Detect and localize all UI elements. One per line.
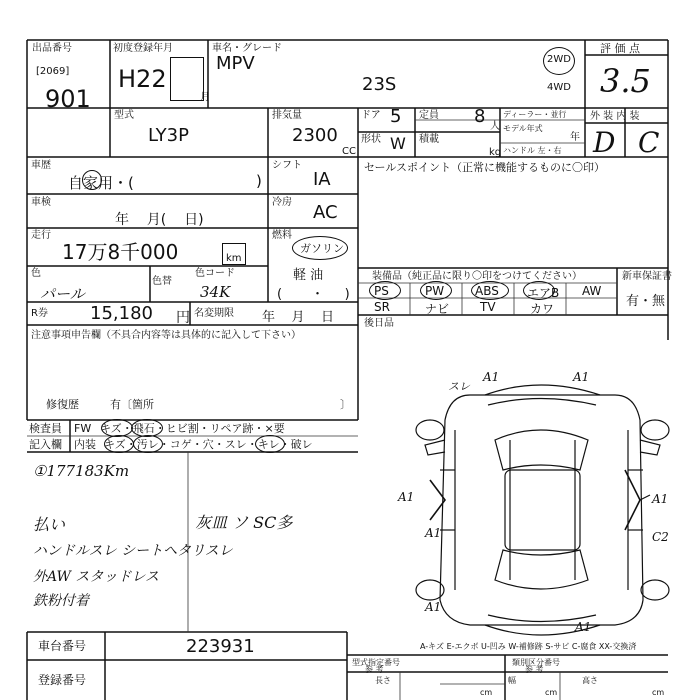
fw-items: キズ・飛石・ヒビ割・リペア跡・×要 bbox=[100, 422, 285, 435]
inspection-text: 年 月( 日) bbox=[115, 212, 204, 228]
equip-sr: SR bbox=[374, 300, 390, 314]
warranty-value: 有・無 bbox=[626, 294, 666, 309]
mark-c2-right: C2 bbox=[652, 530, 669, 544]
car-name: MPV bbox=[216, 53, 255, 74]
registration-label: 登録番号 bbox=[38, 673, 87, 687]
dealer-label: ディーラー・並行 bbox=[503, 110, 567, 119]
color-change-label: 色替 bbox=[152, 276, 172, 287]
year-unit: 年 bbox=[570, 132, 580, 143]
equip-aw: AW bbox=[582, 284, 602, 298]
notes-label: 注意事項申告欄（不具合内容等は具体的に記入して下さい） bbox=[31, 330, 301, 341]
mark-a1-left: A1 bbox=[398, 490, 415, 504]
hand-note-6: 鉄粉付着 bbox=[33, 593, 89, 609]
yen-unit: 円 bbox=[176, 310, 190, 326]
mileage-value: 17万8千000 bbox=[62, 240, 179, 264]
fuel-gas: ガソリン bbox=[300, 242, 344, 255]
type-desig-label: 型式指定番号 bbox=[352, 658, 400, 667]
sales-point-label: セールスポイント（正常に機能するものに〇印） bbox=[364, 161, 606, 174]
length-cm: cm bbox=[480, 688, 493, 697]
history-value: 自家用・( bbox=[68, 174, 134, 192]
cc-unit: CC bbox=[342, 146, 356, 157]
equipment-label: 装備品（純正品に限り〇印をつけてください） bbox=[372, 271, 582, 282]
mark-a1-front-left: A1 bbox=[483, 370, 500, 384]
color-value: パール bbox=[40, 285, 85, 303]
mark-a1-rear: A1 bbox=[575, 620, 592, 634]
displacement-value: 2300 bbox=[292, 125, 338, 146]
score-value: 3.5 bbox=[600, 62, 651, 100]
exterior-grade: D bbox=[593, 126, 616, 159]
model-value: LY3P bbox=[148, 125, 189, 146]
height-cm: cm bbox=[652, 688, 665, 697]
chassis-value: 223931 bbox=[186, 636, 255, 657]
model-year-label: モデル年式 bbox=[503, 124, 543, 133]
mileage-label: 走行 bbox=[31, 230, 51, 241]
repair-close: 〕 bbox=[340, 398, 351, 411]
ac-label: 冷房 bbox=[272, 197, 292, 208]
fuel-paren: ( ・ ) bbox=[277, 287, 350, 302]
history-label: 車歴 bbox=[31, 160, 51, 171]
doors-label: ドア bbox=[361, 110, 381, 121]
shift-label: シフト bbox=[272, 160, 302, 171]
equip-tv: TV bbox=[480, 300, 496, 314]
interior-items: キズ・汚レ・コゲ・穴・スレ・キレ・破レ bbox=[104, 438, 313, 451]
height-label: 高さ bbox=[582, 676, 598, 685]
equip-ps: PS bbox=[374, 284, 389, 298]
first-reg-year: H22 bbox=[118, 65, 167, 93]
fuel-diesel: 軽 油 bbox=[293, 268, 324, 283]
equip-pw: PW bbox=[425, 284, 445, 298]
mark-a1-rear-left: A1 bbox=[425, 600, 442, 614]
damage-legend: A-キズ E-エクボ U-凹み W-補修跡 S-サビ C-腐食 XX-交換済 bbox=[420, 642, 637, 651]
hand-note-2: 灰皿 ソ SC多 bbox=[195, 513, 293, 532]
handle-label: ハンドル 左・右 bbox=[503, 146, 562, 155]
inspection-label: 車検 bbox=[31, 197, 51, 208]
history-close: ) bbox=[256, 172, 262, 190]
capacity-label: 定員 bbox=[419, 110, 439, 121]
name-change-label: 名変期限 bbox=[194, 308, 234, 319]
mark-a1-front-right: A1 bbox=[573, 370, 590, 384]
lot-number: 901 bbox=[45, 85, 91, 113]
car-name-label: 車名・グレード bbox=[212, 43, 282, 54]
interior-grade: C bbox=[638, 126, 660, 159]
ac-value: AC bbox=[313, 202, 338, 223]
load-label: 積載 bbox=[419, 134, 439, 145]
hand-note-3: 払い bbox=[33, 515, 66, 534]
equip-leather: カワ bbox=[530, 302, 555, 316]
ext-int-label: 外 装 内 装 bbox=[590, 111, 640, 122]
repair-label: 修復歴 bbox=[46, 398, 79, 411]
lot-label: 出品番号 bbox=[32, 43, 72, 54]
name-change-text: 年 月 日 bbox=[262, 310, 335, 325]
mark-a1-right: A1 bbox=[652, 492, 669, 506]
hand-note-5: 外AW スタッドレス bbox=[33, 569, 159, 585]
equip-navi: ナビ bbox=[425, 302, 450, 316]
interior-label: 内装 bbox=[74, 438, 96, 451]
chassis-label: 車台番号 bbox=[38, 639, 87, 653]
lot-sub: [2069] bbox=[36, 66, 70, 77]
kg-unit: kg bbox=[489, 147, 502, 158]
color-code: 34K bbox=[200, 283, 231, 301]
capacity-unit: 人 bbox=[490, 121, 500, 132]
repair-value: 有〔箇所 bbox=[110, 398, 154, 411]
drive-2wd: 2WD bbox=[547, 54, 571, 65]
class-label: 類別区分番号 bbox=[512, 658, 560, 667]
recycle-label: R券 bbox=[31, 308, 48, 319]
month-label: 月 bbox=[200, 92, 210, 103]
shape-label: 形状 bbox=[361, 134, 381, 145]
recycle-value: 15,180 bbox=[90, 303, 153, 324]
inspector-label: 検査員 bbox=[29, 422, 62, 435]
grade: 23S bbox=[362, 74, 397, 95]
displacement-label: 排気量 bbox=[272, 110, 302, 121]
width-cm: cm bbox=[545, 688, 558, 697]
warranty-label: 新車保証書 bbox=[622, 271, 672, 282]
color-label: 色 bbox=[31, 268, 41, 279]
after-label: 後日品 bbox=[364, 318, 394, 329]
mark-wear: スレ bbox=[448, 380, 470, 393]
score-label: 評 価 点 bbox=[600, 42, 640, 55]
fw-label: FW bbox=[74, 422, 92, 435]
length-label: 長さ bbox=[375, 676, 391, 685]
equip-abs: ABS bbox=[475, 284, 499, 298]
fuel-label: 燃料 bbox=[272, 230, 292, 241]
width-label: 幅 bbox=[508, 676, 516, 685]
entry-label: 記入欄 bbox=[29, 438, 62, 451]
doors-value: 5 bbox=[390, 106, 402, 127]
color-code-label: 色コード bbox=[195, 268, 235, 279]
drive-4wd: 4WD bbox=[547, 82, 571, 93]
shift-value: IA bbox=[313, 169, 331, 190]
ref2-label: 参 考 bbox=[525, 665, 544, 674]
mark-a1-left-rear: A1 bbox=[425, 526, 442, 540]
shape-value: W bbox=[390, 134, 406, 153]
hand-note-1: ①177183Km bbox=[33, 462, 130, 480]
capacity-value: 8 bbox=[474, 106, 486, 127]
model-label: 型式 bbox=[114, 110, 134, 121]
ref-label: 参 考 bbox=[365, 665, 384, 674]
equip-airbag: エアB bbox=[527, 286, 560, 300]
first-reg-label: 初度登録年月 bbox=[113, 43, 173, 54]
hand-note-4: ハンドルスレ シートヘタリスレ bbox=[33, 543, 233, 559]
km-unit: km bbox=[226, 253, 242, 264]
